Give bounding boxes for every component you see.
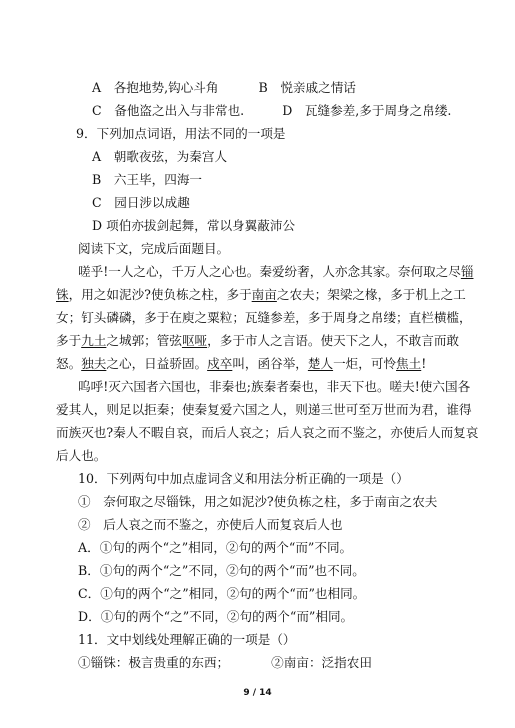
underlined-churen: 楚人	[307, 356, 334, 371]
q10-option-b: B．①句的两个“之”不同，②句的两个“而”也不同。	[78, 563, 365, 578]
underlined-jiutu: 九土	[81, 333, 107, 348]
reading-instruction: 阅读下文，完成后面题目。	[78, 241, 230, 256]
passage2-line3: 而族灭也?秦人不暇自哀，而后人哀之；后人哀之而不鉴之，亦使后人而复哀	[56, 425, 479, 440]
underlined-shuzu: 戍卒	[207, 356, 233, 371]
passage1-line1: 嗟乎!一人之心，千万人之心也。秦爱纷奢，人亦念其家。奈何取之尽锱	[78, 264, 474, 279]
passage1-line5: 怒。独夫之心，日益骄固。戍卒叫，函谷举，楚人一炬，可怜焦土!	[56, 356, 427, 371]
passage2-line1: 呜呼!灭六国者六国也，非秦也;族秦者秦也，非天下也。嗟夫!使六国各	[78, 379, 471, 394]
q10-sentence-2: ② 后人哀之而不鉴之，亦使后人而复哀后人也	[78, 517, 343, 532]
q8-option-d: D 瓦缝参差,多于周身之帛缕.	[282, 103, 452, 118]
passage2-line2: 爱其人，则足以拒秦；使秦复爱六国之人，则递三世可至万世而为君，谁得	[56, 402, 472, 417]
underlined-zizhu-1: 锱	[460, 264, 474, 279]
q8-option-a: A 各抱地势,钩心斗角	[92, 80, 219, 95]
q11-options-row	[78, 655, 372, 671]
q8-option-c: C 备他盗之出入与非常也.	[92, 103, 245, 118]
underlined-zizhu-2: 铢	[56, 287, 69, 302]
q11-option-2: ②南亩：泛指农田	[271, 655, 372, 670]
passage1-line3: 女；钉头磷磷，多于在庾之粟粒；瓦缝参差，多于周身之帛缕；直栏横槛，	[56, 310, 472, 325]
q9-option-b: B 六王毕，四海一	[92, 172, 203, 187]
passage2-line4: 后人也。	[56, 448, 107, 463]
underlined-ouya: 呕哑	[181, 333, 208, 348]
underlined-nanmu: 南亩	[251, 287, 277, 302]
q9-option-c: C 园日涉以成趣	[92, 195, 190, 210]
q10-stem: 10．下列两句中加点虚词含义和用法分析正确的一项是（）	[78, 471, 409, 486]
q8-option-b: B 悦亲戚之情话	[258, 80, 356, 95]
q9-option-a: A 朝歌夜弦，为秦宫人	[92, 149, 228, 164]
q10-option-d: D．①句的两个“之”不同，②句的两个“而”相同。	[78, 609, 354, 624]
q11-option-1: ①锱铢：极言贵重的东西；	[78, 655, 230, 670]
q9-stem: 9．下列加点词语，用法不同的一项是	[76, 126, 286, 141]
underlined-jiaotu: 焦土	[396, 356, 422, 371]
q11-stem: 11．文中划线处理解正确的一项是（）	[78, 632, 296, 647]
q10-option-a: A．①句的两个“之”相同，②句的两个“而”不同。	[78, 540, 353, 555]
q10-sentence-1: ① 奈何取之尽锱铢，用之如泥沙?使负栋之柱，多于南亩之农夫	[78, 494, 438, 509]
q8-option-row-ab	[92, 80, 356, 96]
passage1-line4: 多于九土之城郭；管弦呕哑，多于市人之言语。使天下之人，不敢言而敢	[56, 333, 459, 348]
page-number: 9 / 14	[243, 688, 272, 698]
passage1-line2: 铢，用之如泥沙?使负栋之柱，多于南亩之农夫；架梁之椽，多于机上之工	[56, 287, 466, 302]
q9-option-d: D 项伯亦拔剑起舞，常以身翼蔽沛公	[92, 218, 296, 233]
q10-option-c: C．①句的两个“之”相同，②句的两个“而”也相同。	[78, 586, 366, 601]
q8-option-row-cd	[92, 103, 451, 119]
underlined-dufu: 独夫	[81, 356, 107, 371]
